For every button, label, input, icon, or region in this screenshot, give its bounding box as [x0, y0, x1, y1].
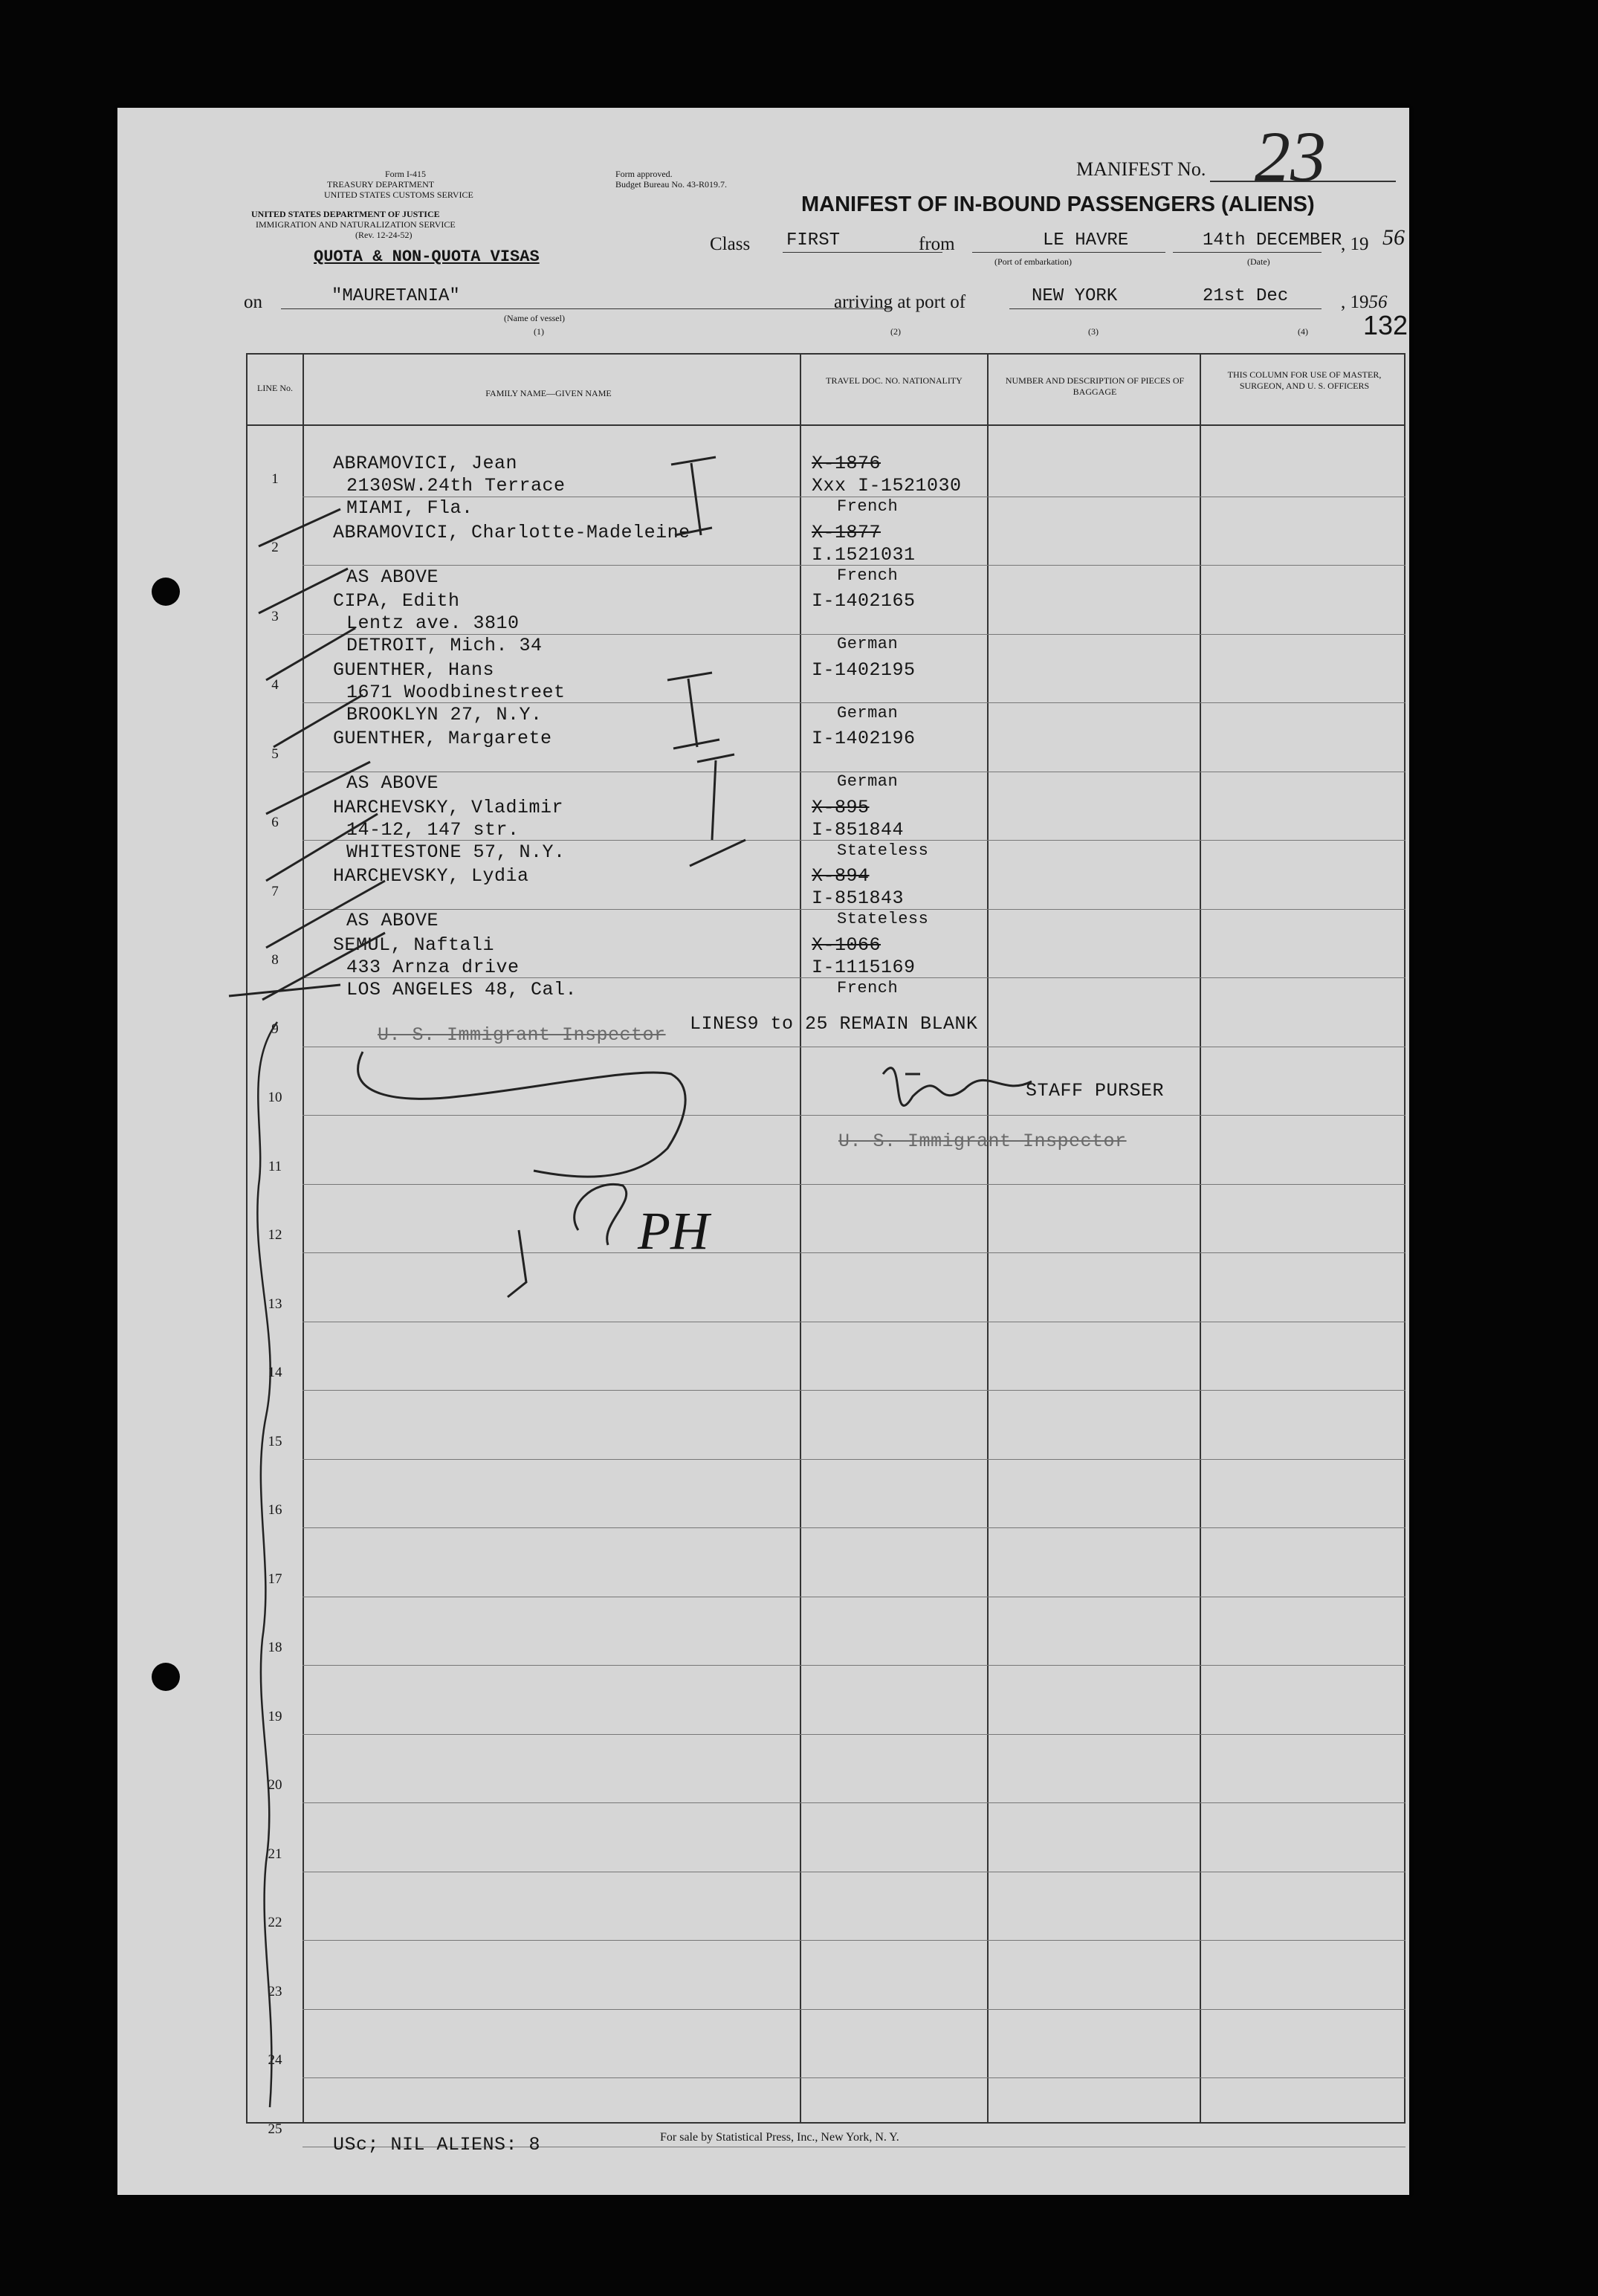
row-number: 19 — [268, 1708, 282, 1724]
left-ticks — [229, 509, 385, 1000]
handwritten-initials: PH — [638, 1201, 709, 1261]
travel-doc-line: X-1877 — [812, 521, 882, 543]
header-line-no: LINE No. — [257, 383, 293, 393]
travel-doc-line: French — [837, 978, 899, 997]
row-number: 20 — [268, 1777, 282, 1793]
travel-doc-line: Stateless — [837, 841, 929, 860]
row-number: 13 — [268, 1296, 282, 1312]
header-officers: THIS COLUMN FOR USE OF MASTER, SURGEON, AND U. S. OFFICERS — [1227, 369, 1382, 391]
inspector-struck-2-text: U. S. Immigrant Inspector — [838, 1131, 1127, 1152]
passenger-name-line: GUENTHER, Hans — [333, 659, 495, 681]
header-name: FAMILY NAME—GIVEN NAME — [485, 388, 612, 398]
arrival-port: NEW YORK — [1032, 286, 1118, 306]
departure-date: 14th DECEMBER — [1203, 230, 1342, 250]
travel-doc-line: French — [837, 566, 899, 585]
staff-purser-label: STAFF PURSER — [1026, 1080, 1165, 1102]
row-number: 1 — [271, 470, 279, 487]
inspector-label-struck-2 — [838, 1131, 1127, 1152]
caption-2: (2) — [890, 326, 901, 337]
vessel-caption: (Name of vessel) — [504, 313, 565, 323]
blank-lines-note: LINES9 to 25 REMAIN BLANK — [690, 1013, 978, 1035]
row-number: 11 — [268, 1158, 282, 1174]
budget-bureau: Budget Bureau No. 43-R019.7. — [615, 179, 727, 190]
passenger-name-line: GUENTHER, Margarete — [333, 728, 552, 749]
class-value: FIRST — [786, 230, 841, 250]
row-number: 7 — [271, 883, 279, 899]
row-number: 8 — [271, 952, 279, 968]
form-approved: Form approved. — [615, 169, 673, 179]
printer-note: For sale by Statistical Press, Inc., New York, N. Y. — [660, 2131, 899, 2144]
check-mark-2 — [667, 673, 719, 748]
row-number: 16 — [268, 1502, 282, 1518]
manifest-title: MANIFEST OF IN-BOUND PASSENGERS (ALIENS) — [801, 193, 1315, 216]
caption-4: (4) — [1298, 326, 1308, 337]
travel-doc-line: I-851844 — [812, 818, 905, 841]
caption-3: (3) — [1088, 326, 1099, 337]
travel-doc-line: I.1521031 — [812, 543, 916, 566]
passenger-name-line: SEMUL, Naftali — [333, 934, 495, 956]
travel-doc-line: X-1876 — [812, 453, 882, 474]
arrival-year-digits: 56 — [1368, 292, 1388, 312]
row-number: 15 — [268, 1433, 282, 1449]
row-number: 21 — [268, 1846, 282, 1862]
row-number: 4 — [271, 677, 279, 693]
passenger-name-line: WHITESTONE 57, N.Y. — [346, 841, 566, 863]
row-number: 23 — [268, 1983, 282, 1999]
travel-doc-line: X-894 — [812, 865, 870, 887]
on-label: on — [244, 292, 262, 312]
alien-summary: USc; NIL ALIENS: 8 — [333, 2134, 541, 2156]
row-number: 18 — [268, 1640, 282, 1655]
inspector-marks — [117, 108, 1409, 2195]
header-travel-doc: TRAVEL DOC. NO. NATIONALITY — [826, 375, 963, 386]
date-caption: (Date) — [1247, 256, 1270, 267]
travel-doc-line: I-1402195 — [812, 659, 916, 681]
inspector-label-struck: U. S. Immigrant Inspector — [378, 1024, 666, 1046]
initials-scribble — [508, 1184, 627, 1297]
passenger-name-line: CIPA, Edith — [333, 590, 460, 612]
row-number: 9 — [271, 1021, 279, 1037]
revision: (Rev. 12-24-52) — [355, 230, 413, 240]
arrival-year: , 1956 — [1341, 292, 1388, 312]
check-mark-3 — [690, 754, 745, 866]
passenger-name-line: LOS ANGELES 48, Cal. — [346, 978, 578, 1000]
arrival-date: 21st Dec — [1203, 286, 1289, 306]
year-prefix: , 19 — [1341, 234, 1369, 254]
passenger-name-line: DETROIT, Mich. 34 — [346, 635, 543, 656]
passenger-name-line: 433 Arnza drive — [346, 956, 520, 978]
row-number: 22 — [268, 1915, 282, 1930]
travel-doc-line: I-1402165 — [812, 590, 916, 612]
travel-doc-line: German — [837, 703, 899, 722]
passenger-name-line: AS ABOVE — [346, 910, 439, 931]
visa-type: QUOTA & NON-QUOTA VISAS — [314, 248, 540, 266]
passenger-name-line: HARCHEVSKY, Lydia — [333, 865, 529, 887]
row-number: 5 — [271, 746, 279, 762]
travel-doc-line: X-895 — [812, 796, 870, 818]
passenger-name-line: HARCHEVSKY, Vladimir — [333, 796, 564, 818]
sheet-number: 132 — [1363, 310, 1408, 340]
justice-dept: UNITED STATES DEPARTMENT OF JUSTICE — [251, 209, 440, 219]
row-number: 24 — [268, 2052, 282, 2068]
treasury-dept: TREASURY DEPARTMENT — [327, 179, 435, 190]
passenger-name-line: MIAMI, Fla. — [346, 497, 473, 519]
year-handwritten: 56 — [1382, 225, 1405, 250]
travel-doc-line: I-1115169 — [812, 956, 916, 978]
travel-doc-line: Xxx I-1521030 — [812, 475, 962, 497]
inspector-scribble — [358, 1052, 686, 1177]
row-number: 17 — [268, 1571, 282, 1587]
row-number: 14 — [268, 1365, 282, 1380]
travel-doc-line: German — [837, 635, 899, 653]
travel-doc-line: Stateless — [837, 910, 929, 928]
travel-doc-line: I-1402196 — [812, 728, 916, 749]
row-number: 6 — [271, 815, 279, 830]
purser-signature — [883, 1068, 1032, 1106]
ins-name: IMMIGRATION AND NATURALIZATION SERVICE — [256, 219, 456, 230]
manifest-label: MANIFEST No. — [1076, 158, 1206, 180]
manifest-sheet — [117, 108, 1409, 2195]
passenger-name-line: AS ABOVE — [346, 772, 439, 794]
manifest-number: 23 — [1255, 117, 1326, 196]
row-number: 3 — [271, 608, 279, 624]
header-baggage: NUMBER AND DESCRIPTION OF PIECES OF BAGGAGE — [1005, 375, 1185, 397]
passenger-name-line: Lentz ave. 3810 — [346, 612, 520, 634]
passenger-name-line: ABRAMOVICI, Jean — [333, 453, 518, 474]
check-mark-1 — [671, 457, 716, 535]
travel-doc-line: German — [837, 772, 899, 791]
passenger-name-line: 14-12, 147 str. — [346, 818, 520, 841]
margin-squiggle — [257, 1022, 277, 2107]
port-caption: (Port of embarkation) — [994, 256, 1072, 267]
passenger-name-line: BROOKLYN 27, N.Y. — [346, 703, 543, 725]
vessel-name: "MAURETANIA" — [331, 286, 460, 306]
travel-doc-line: X-1066 — [812, 934, 882, 956]
travel-doc-line: I-851843 — [812, 887, 905, 909]
passenger-name-line: ABRAMOVICI, Charlotte-Madeleine — [333, 521, 690, 543]
passenger-name-line: 1671 Woodbinestreet — [346, 681, 566, 703]
customs-service: UNITED STATES CUSTOMS SERVICE — [324, 190, 473, 200]
form-number: Form I-415 — [385, 169, 426, 179]
caption-1: (1) — [534, 326, 544, 337]
class-label: Class — [710, 234, 751, 254]
passenger-name-line: AS ABOVE — [346, 566, 439, 588]
travel-doc-line: French — [837, 497, 899, 516]
row-number: 2 — [271, 540, 279, 555]
from-label: from — [919, 234, 955, 254]
embarkation-port: LE HAVRE — [1043, 230, 1129, 250]
arriving-label: arriving at port of — [834, 292, 966, 312]
year-prefix-digits: 19 — [1350, 234, 1369, 254]
row-number: 10 — [268, 1090, 282, 1105]
passenger-name-line: 2130SW.24th Terrace — [346, 475, 566, 497]
row-number: 25 — [268, 2121, 282, 2137]
row-number: 12 — [268, 1227, 282, 1243]
